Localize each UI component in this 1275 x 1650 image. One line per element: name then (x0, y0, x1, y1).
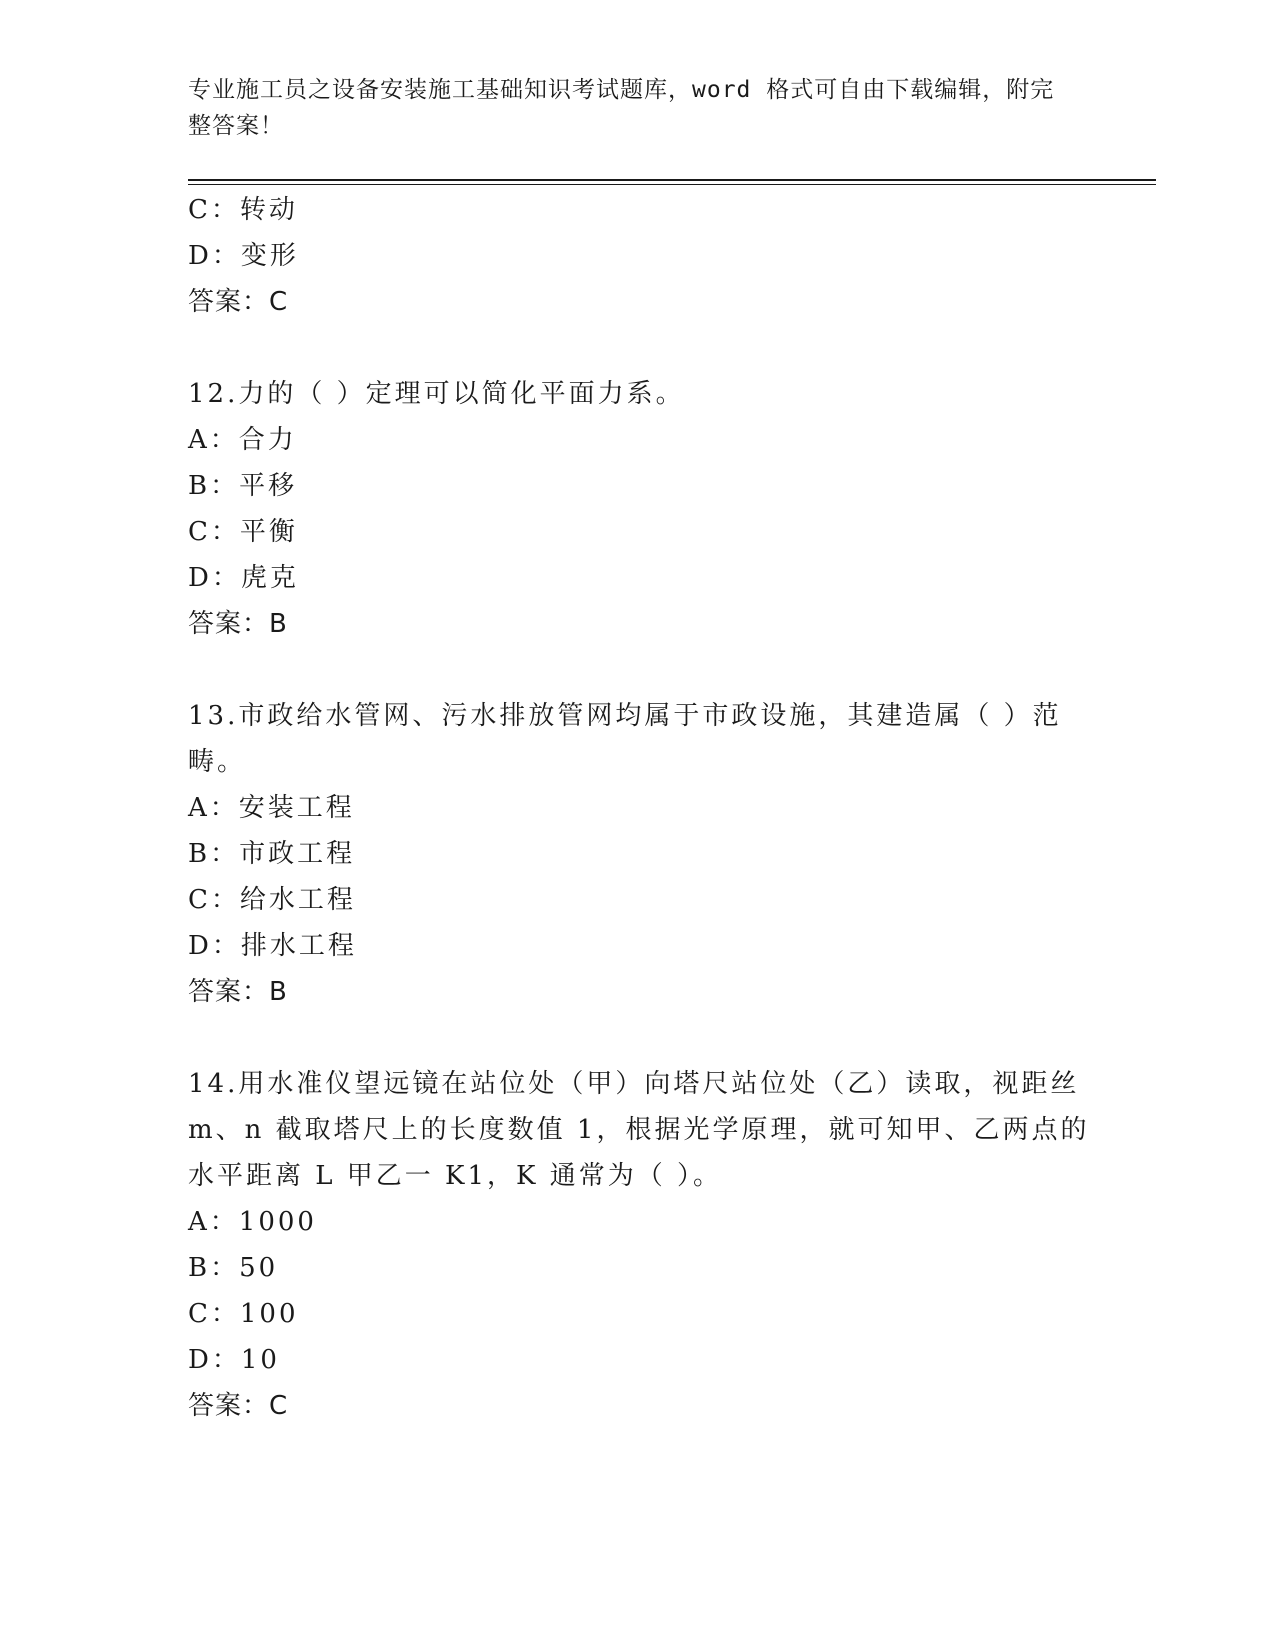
answer-line: 答案：B (188, 609, 288, 639)
option-a: A：安装工程 (188, 793, 355, 823)
option-d: D：变形 (188, 241, 299, 271)
question-stem-continued: m、n 截取塔尺上的长度数值 1，根据光学原理，就可知甲、乙两点的 (188, 1115, 1090, 1145)
option-d: D：排水工程 (188, 931, 357, 961)
question-stem: 13.市政给水管网、污水排放管网均属于市政设施，其建造属（ ）范 (188, 701, 1062, 731)
option-c: C：平衡 (188, 517, 298, 547)
header-divider-thin (188, 184, 1156, 185)
spacer (188, 325, 1088, 371)
option-d: D：虎克 (188, 563, 299, 593)
option-c: C：给水工程 (188, 885, 356, 915)
option-d: D：10 (188, 1345, 280, 1375)
question-11-continuation (188, 187, 1088, 325)
option-a: A：合力 (188, 425, 297, 455)
question-stem-continued: 水平距离 L 甲乙一 K1，K 通常为（ ）。 (188, 1161, 722, 1191)
question-list (188, 187, 1088, 1429)
question-12 (188, 371, 1088, 647)
document-header (188, 72, 1068, 144)
answer-line: 答案：C (188, 287, 289, 317)
question-13 (188, 693, 1088, 1015)
answer-line: 答案：B (188, 977, 288, 1007)
question-stem: 12.力的（ ）定理可以简化平面力系。 (188, 379, 685, 409)
header-divider-thick (188, 179, 1156, 181)
header-line-2: 整答案！ (188, 113, 284, 139)
spacer (188, 1015, 1088, 1061)
question-stem-continued: 畴。 (188, 747, 247, 777)
option-a: A：1000 (188, 1207, 317, 1237)
option-c: C：100 (188, 1299, 299, 1329)
answer-line: 答案：C (188, 1391, 289, 1421)
option-b: B：50 (188, 1253, 279, 1283)
spacer (188, 647, 1088, 693)
header-line-1: 专业施工员之设备安装施工基础知识考试题库，word 格式可自由下载编辑，附完 (188, 77, 1055, 103)
option-c: C：转动 (188, 195, 298, 225)
option-b: B：平移 (188, 471, 298, 501)
option-b: B：市政工程 (188, 839, 356, 869)
question-stem: 14.用水准仪望远镜在站位处（甲）向塔尺站位处（乙）读取，视距丝 (188, 1069, 1080, 1099)
question-14 (188, 1061, 1088, 1429)
